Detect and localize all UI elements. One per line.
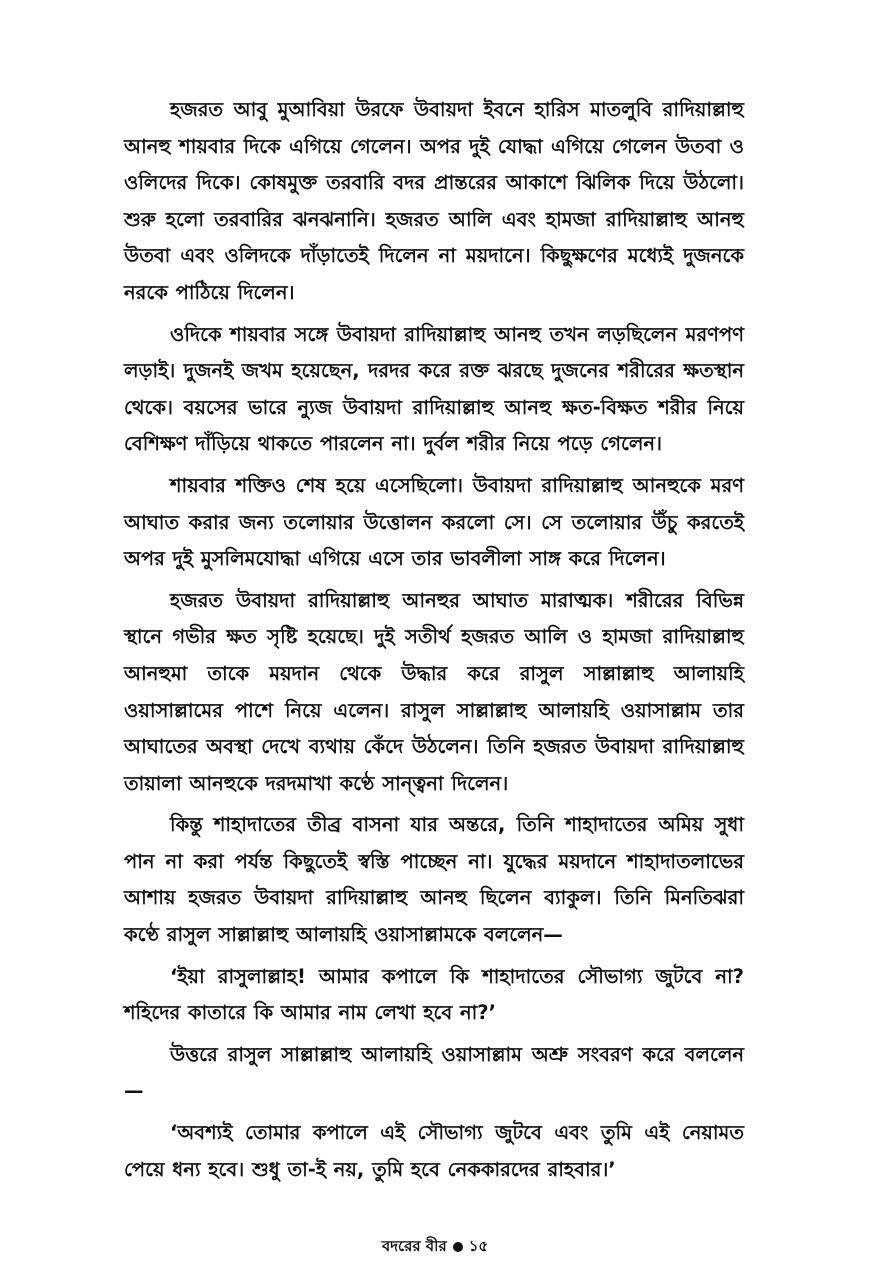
paragraph: হজরত আবু মুআবিয়া উরফে উবায়দা ইবনে হারিস মাতলুবি রাদিয়াল্লাহু আনহু শায়বার দিকে এগিয়ে গেলেন। অপর দুই যোদ্ধা এগিয়ে গেলেন উতবা ও ওলিদের দিকে। কোষমুক্ত তরবারি বদর প্রান্তরের আকাশে ঝিলিক দিয়ে উঠলো। শুরু হলো তরবারির ঝনঝনানি। হজরত আলি এবং হামজা রাদিয়াল্লাহু আনহু উতবা এবং ওলিদকে দাঁড়াতেই দিলেন না ময়দানে। কিছুক্ষণের মধ্যেই দুজনকে নরকে পাঠিয়ে দিলেন। (124, 98, 744, 304)
paragraph: উত্তরে রাসুল সাল্লাল্লাহু আলায়হি ওয়াসাল্লাম অশ্রু সংবরণ করে বললেন— (124, 1042, 744, 1103)
paragraph: শায়বার শক্তিও শেষ হয়ে এসেছিলো। উবায়দা রাদিয়াল্লাহু আনহুকে মরণ আঘাত করার জন্য তলোয়ার উত্তোলন করলো সে। সে তলোয়ার উঁচু করতেই অপর দুই মুসলিমযোদ্ধা এগিয়ে এসে তার ভাবলীলা সাঙ্গ করে দিলেন। (124, 473, 744, 571)
bullet-icon (453, 1242, 463, 1252)
paragraph: ওদিকে শায়বার সঙ্গে উবায়দা রাদিয়াল্লাহু আনহু তখন লড়ছিলেন মরণপণ লড়াই। দুজনই জখম হয়েছেন, দরদর করে রক্ত ঝরছে দুজনের শরীরের ক্ষতস্থান থেকে। বয়সের ভারে ন্যুজ উবায়দা রাদিয়াল্লাহু আনহু ক্ষত-বিক্ষত শরীর নিয়ে বেশিক্ষণ দাঁড়িয়ে থাকতে পারলেন না। দুর্বল শরীর নিয়ে পড়ে গেলেন। (124, 322, 744, 456)
page-body (124, 92, 744, 1193)
page-footer (0, 1236, 870, 1256)
book-title: বদরের বীর (381, 1237, 447, 1255)
paragraph: কিন্তু শাহাদাতের তীব্র বাসনা যার অন্তরে, তিনি শাহাদাতের অমিয় সুধা পান না করা পর্যন্ত কিছুতেই স্বস্তি পাচ্ছেন না। যুদ্ধের ময়দানে শাহাদাতলাভের আশায় হজরত উবায়দা রাদিয়াল্লাহু আনহু ছিলেন ব্যাকুল। তিনি মিনতিঝরা কণ্ঠে রাসুল সাল্লাল্লাহু আলায়হি ওয়াসাল্লামকে বললেন— (124, 813, 744, 947)
paragraph: হজরত উবায়দা রাদিয়াল্লাহু আনহুর আঘাত মারাত্মক। শরীরের বিভিন্ন স্থানে গভীর ক্ষত সৃষ্টি হয়েছে। দুই সতীর্থ হজরত আলি ও হামজা রাদিয়াল্লাহু আনহুমা তাকে ময়দান থেকে উদ্ধার করে রাসুল সাল্লাল্লাহু আলায়হি ওয়াসাল্লামের পাশে নিয়ে এলেন। রাসুল সাল্লাল্লাহু আলায়হি ওয়াসাল্লাম তার আঘাতের অবস্থা দেখে ব্যথায় কেঁদে উঠলেন। তিনি হজরত উবায়দা রাদিয়াল্লাহু তায়ালা আনহুকে দরদমাখা কণ্ঠে সান্ত্বনা দিলেন। (124, 588, 744, 795)
quote-paragraph: ‘অবশ্যই তোমার কপালে এই সৌভাগ্য জুটবে এবং তুমি এই নেয়ামত পেয়ে ধন্য হবে। শুধু তা-ই নয়, তুমি হবে নেককারদের রাহবার।’ (124, 1121, 744, 1181)
page-number: ১৫ (468, 1237, 489, 1255)
quote-paragraph: ‘ইয়া রাসুলাল্লাহ! আমার কপালে কি শাহাদাতের সৌভাগ্য জুটবে না? শহিদের কাতারে কি আমার নাম লেখা হবে না?’ (124, 964, 744, 1025)
